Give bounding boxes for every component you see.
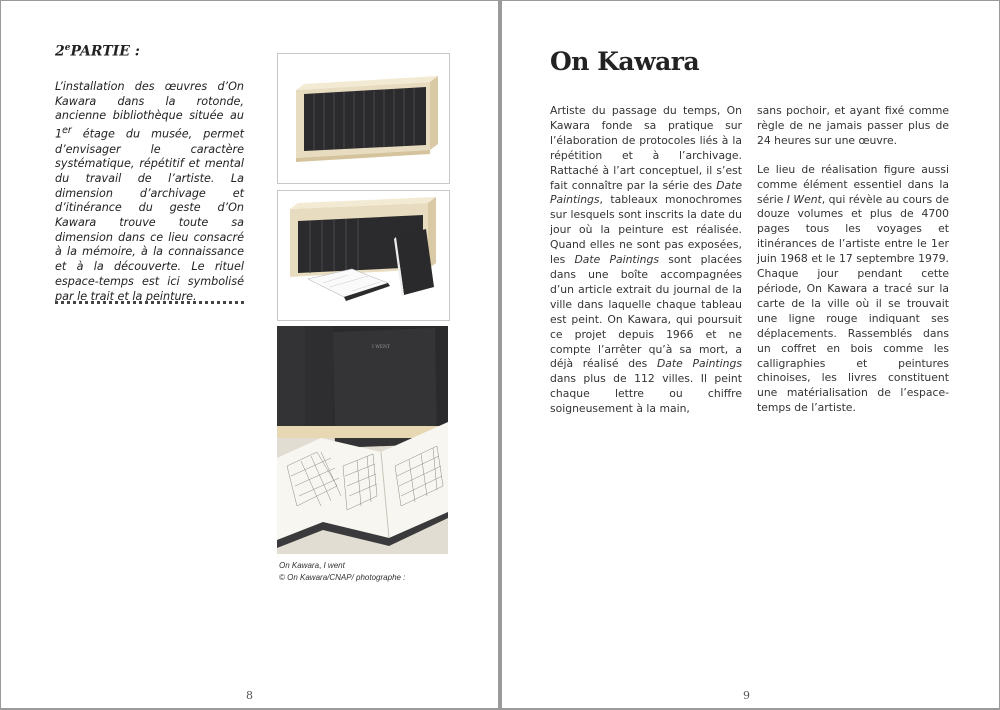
body-paragraph: sans pochoir, et ayant fixé comme règle de ne jamais passer plus de 24 heures sur une œuvre. [757, 104, 949, 147]
part-title [55, 43, 140, 60]
part-ordinal: e [64, 43, 71, 53]
text-run: sont placées dans une boîte accompagnées d’un article extrait du journal de la ville dans laquelle chaque tableau est peint. On Kawara, qui poursuit ce projet depuis 1966 et ne compte l’arrêter qu’à sa mort, a déjà réalisé des [550, 253, 743, 371]
photo-i-went-book [277, 326, 448, 554]
intro-paragraph [55, 80, 244, 304]
book-cover-text: I WENT [372, 345, 391, 350]
right-page [502, 1, 999, 708]
part-label: PARTIE : [70, 43, 140, 60]
page-number-left: 8 [246, 689, 253, 702]
caption-credit: © On Kawara/CNAP/ photographe : [279, 573, 406, 582]
caption-title: I went [323, 561, 345, 570]
intro-ordinal: er [62, 125, 72, 137]
text-column-1 [550, 104, 742, 431]
box-closed-illustration [278, 54, 449, 183]
page-number-right: 9 [743, 689, 750, 702]
article-title: On Kawara [550, 47, 700, 76]
series-name: I Went [786, 192, 822, 206]
text-run: Le lieu de réalisation figure aussi comme élément essentiel dans la série [757, 162, 949, 206]
text-run: Artiste du passage du temps, On Kawara fonde sa pratique sur l’élaboration de protocoles liés à la répétition et à l’archivage. Rattaché à l’art conceptuel, il s’est fait connaître par la série des [550, 104, 742, 192]
series-name: Date Paintings [656, 357, 742, 371]
box-open-illustration [278, 191, 449, 320]
book-closeup-illustration [277, 326, 448, 554]
body-paragraph [757, 163, 949, 416]
body-paragraph [550, 104, 742, 417]
series-name: Date Paintings [550, 178, 742, 207]
intro-text-b: étage du musée, permet d’envisager le caractère systématique, répétitif et mental du travail de l’artiste. La dimension d’archivage et d’itinérance du geste d’On Kawara trouve toute sa dimension dans ce lieu consacré à la mémoire, à la connaissance et à la découverte. Le rituel espace-temps est ici symbolisé par le trait et la peinture. [55, 127, 244, 303]
text-run: , tableaux monochromes sur lesquels sont inscrits la date du jour où la peinture est réalisée. Quand elles ne sont pas exposées, les [550, 193, 742, 267]
text-run: , qui révèle au cours de douze volumes et plus de 4700 pages tous les voyages et itinérances de l’artiste entre le 1er juin 1968 et le 17 septembre 1979. Chaque jour pendant cette période, On Kawara a tracé sur la carte de la ville où il se trouvait une ligne rouge indiquant ses déplacements. Rassemblés dans un coffret en bois comme les calligraphies et peintures chinoises, les livres constituent une matérialisation de l’espace-temps de l’artiste. [757, 192, 950, 415]
intro-text-a: L’installation des œuvres d’On Kawara dans la rotonde, ancienne bibliothèque située au 1 [55, 80, 244, 141]
dotted-divider [55, 301, 244, 304]
text-run: dans plus de 112 villes. Il peint chaque lettre ou chiffre soigneusement à la main, [550, 372, 742, 416]
photo-caption: On Kawara, I went © On Kawara/CNAP/ photographe : [279, 561, 406, 582]
photo-box-closed [277, 53, 450, 184]
series-name: Date Paintings [574, 253, 659, 267]
photo-box-open-book [277, 190, 450, 321]
part-number: 2 [55, 43, 65, 60]
caption-artist: On Kawara [279, 561, 320, 570]
left-page [1, 1, 498, 708]
text-column-2 [757, 104, 949, 430]
